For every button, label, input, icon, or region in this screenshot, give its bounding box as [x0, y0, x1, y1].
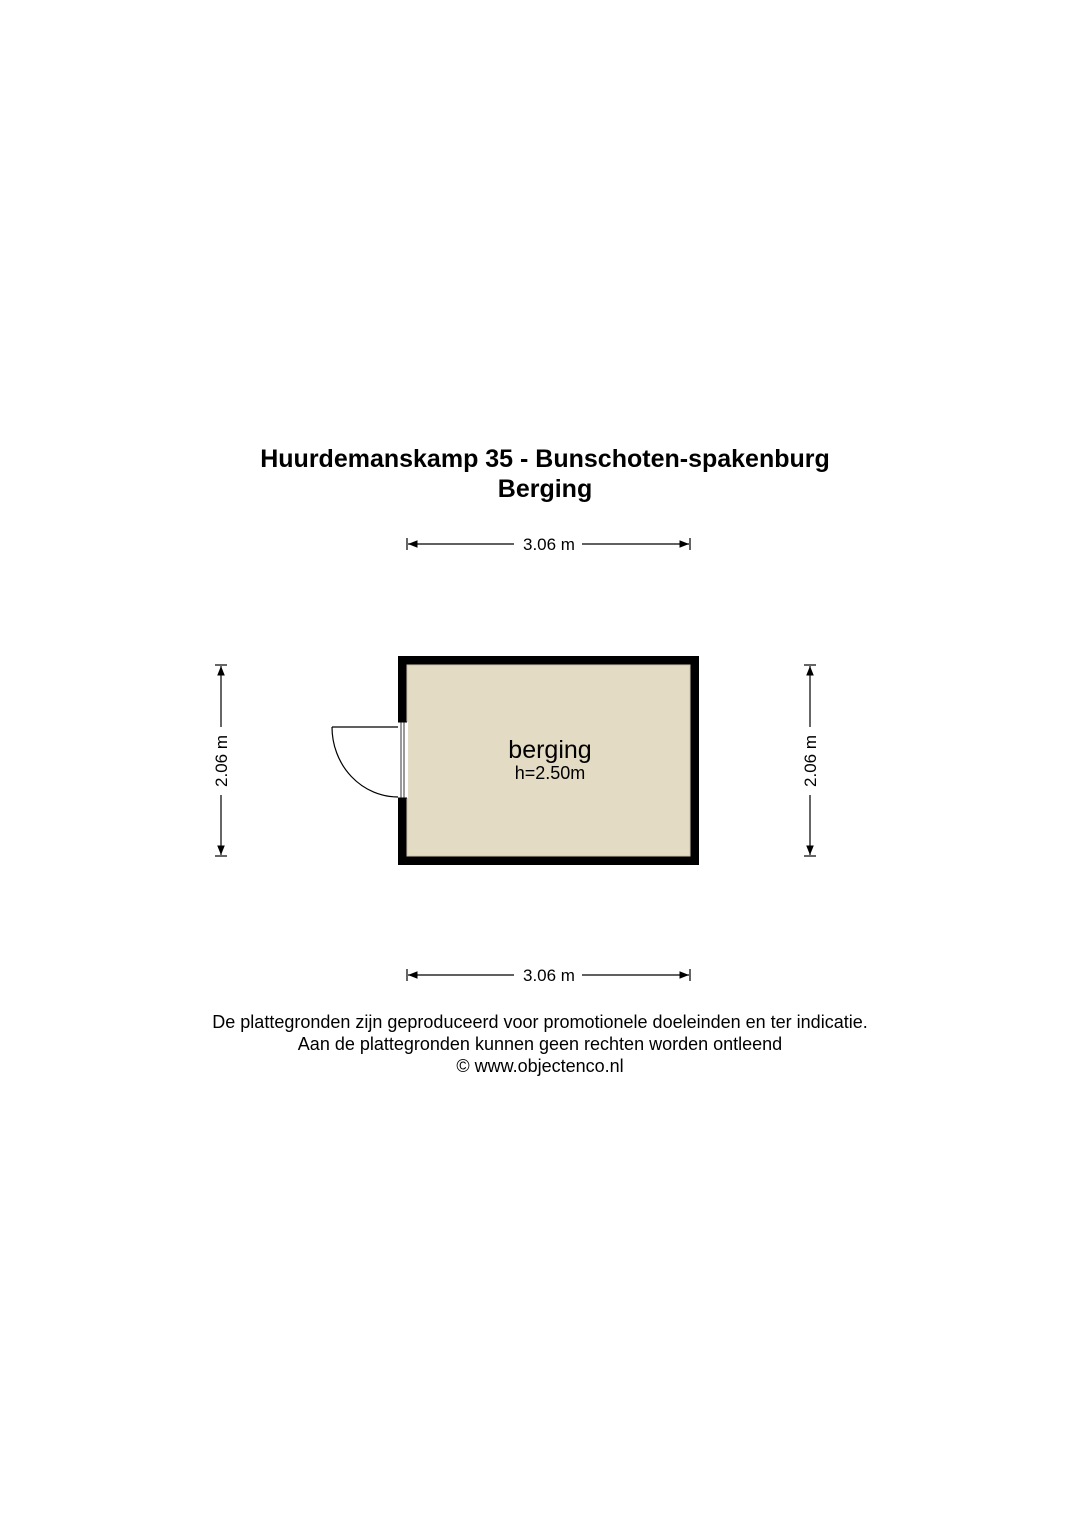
- dimension-bottom-label: 3.06 m: [523, 966, 575, 985]
- disclaimer-line-1: De plattegronden zijn geproduceerd voor promotionele doeleinden en ter indicatie.: [212, 1012, 868, 1032]
- dimension-left-label: 2.06 m: [212, 735, 231, 787]
- dimension-top-label: 3.06 m: [523, 535, 575, 554]
- copyright-link: © www.objectenco.nl: [456, 1056, 624, 1076]
- dimension-top: [407, 535, 690, 554]
- dimension-right: [801, 665, 820, 856]
- dimension-right-label: 2.06 m: [801, 735, 820, 787]
- door-opening: [397, 722, 408, 798]
- disclaimer-line-2: Aan de plattegronden kunnen geen rechten worden ontleend: [297, 1034, 783, 1054]
- room-berging: [332, 656, 699, 865]
- dimension-left: [212, 665, 231, 856]
- room-name: berging: [508, 736, 592, 764]
- disclaimer: [0, 1011, 1080, 1077]
- floor-name: Berging: [497, 475, 593, 503]
- plan-title: Huurdemanskamp 35 - Bunschoten-spakenburg: [260, 445, 830, 473]
- room-height: h=2.50m: [514, 763, 586, 783]
- door-swing: [332, 727, 398, 797]
- dimension-bottom: [407, 966, 690, 985]
